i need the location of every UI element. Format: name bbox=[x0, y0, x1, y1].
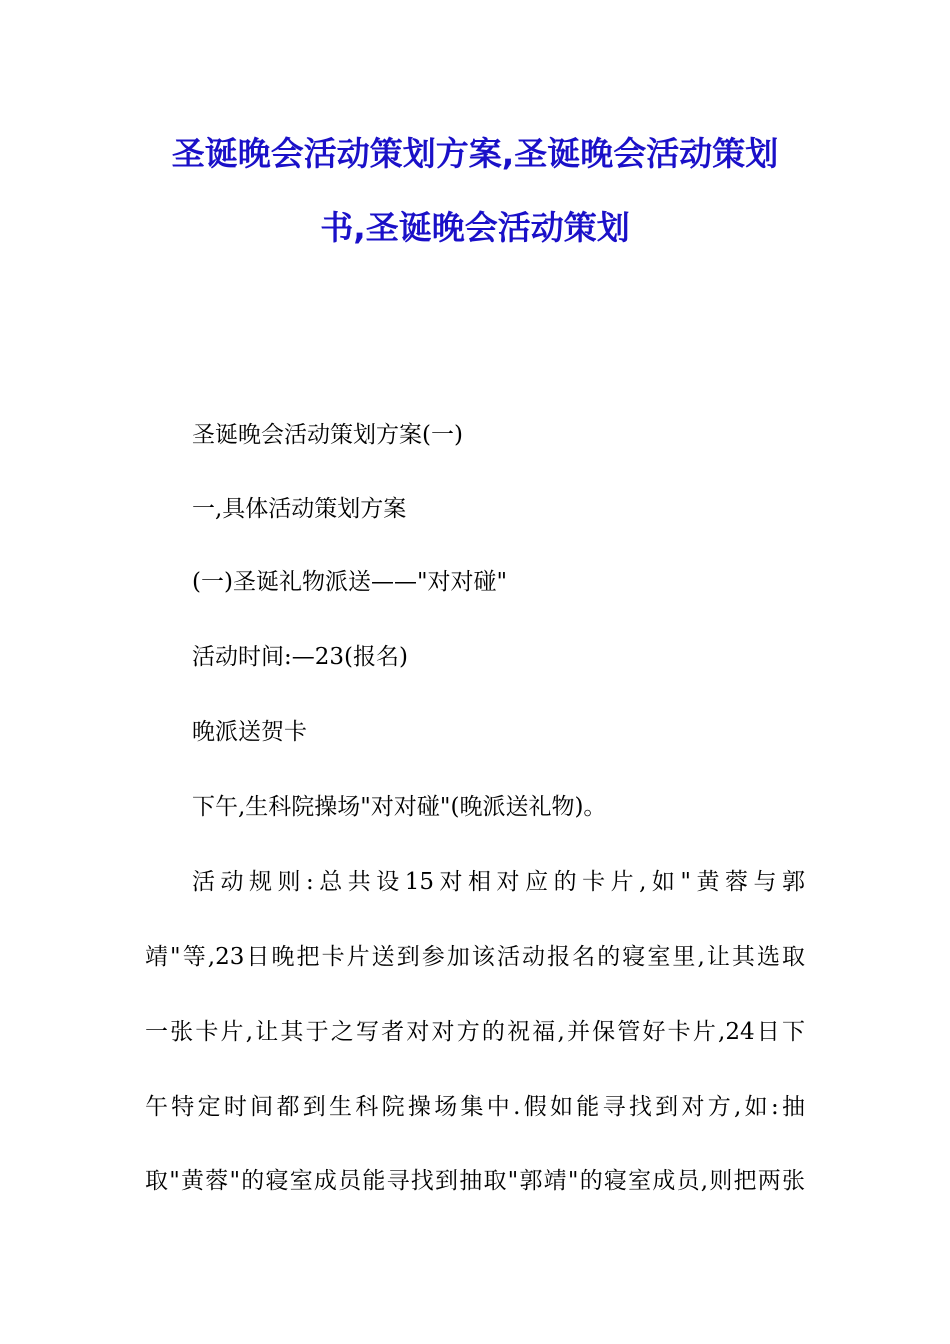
document-title-line-2: 书,圣诞晚会活动策划 bbox=[320, 208, 630, 247]
activity-card-delivery: 晚派送贺卡 bbox=[192, 719, 307, 745]
subsection-heading: 一,具体活动策划方案 bbox=[192, 496, 407, 522]
activity-time: 活动时间:—23(报名) bbox=[192, 644, 408, 670]
rules-line-3: 一张卡片,让其于之写者对对方的祝福,并保管好卡片,24日下 bbox=[145, 1019, 805, 1045]
activity-gift-delivery: 下午,生科院操场"对对碰"(晚派送礼物)。 bbox=[192, 794, 607, 820]
rules-line-4: 午特定时间都到生科院操场集中.假如能寻找到对方,如:抽 bbox=[145, 1094, 805, 1120]
rules-line-5: 取"黄蓉"的寝室成员能寻找到抽取"郭靖"的寝室成员,则把两张 bbox=[145, 1168, 805, 1194]
section-heading: 圣诞晚会活动策划方案(一) bbox=[192, 422, 463, 448]
rules-line-2: 靖"等,23日晚把卡片送到参加该活动报名的寝室里,让其选取 bbox=[145, 944, 805, 970]
document-title-line-1: 圣诞晚会活动策划方案,圣诞晚会活动策划 bbox=[171, 134, 779, 173]
rules-line-1: 活动规则:总共设15对相对应的卡片,如"黄蓉与郭 bbox=[192, 869, 805, 895]
activity-heading: (一)圣诞礼物派送——"对对碰" bbox=[192, 569, 508, 595]
